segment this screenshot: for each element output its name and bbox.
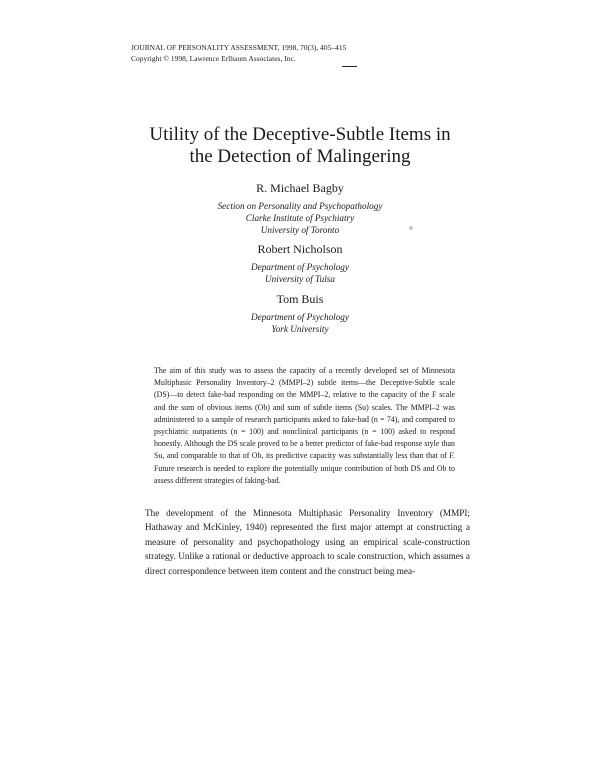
author-1-affiliation-2: Clarke Institute of Psychiatry (245, 213, 355, 223)
author-1-affiliation-1: Section on Personality and Psychopathology (217, 201, 383, 211)
scan-speck (409, 226, 413, 230)
author-1-name: R. Michael Bagby (256, 181, 344, 195)
abstract-text: The aim of this study was to assess the capacity of a recently developed set of Minnesota Multiphasic Personality Inventory–2 (MMPI–2) subtle items—the Deceptive-Subtle scale (DS)—to detect fake-bad responding on the MMPI–2, relative to the capacity of the F scale and the sum of obvious items (Ob) and sum of subtle items (Su) scales. The MMPI–2 was administered to a sample of research participants asked to fake-bad (n = 74), and compared to psychiatric outpatients (n = 100) and nonclinical participants (n = 100) asked to respond honestly. Although the DS scale proved to be a better predictor of fake-bad response style than Su, and comparable to that of Ob, its predictive capacity was substantially less than that of F. Future research is needed to explore the potentially unique contribution of both DS and Ob to assess different strategies of faking-bad. (154, 366, 455, 485)
author-3-affiliation-2: York University (271, 324, 329, 334)
author-2-name: Robert Nicholson (257, 242, 343, 256)
header-rule (342, 66, 357, 67)
body-paragraph-1: The development of the Minnesota Multiphasic Personality Inventory (MMPI; Hathaway and McKinley, 1940) represented the first major attempt at constructing a measure of personality and psychopathology using an empirical scale-construction strategy. Unlike a rational or deductive approach to scale construction, which assumes a direct correspondence between item content and the construct being mea- (145, 508, 470, 576)
author-3-name: Tom Buis (276, 292, 324, 306)
journal-citation: JOURNAL OF PERSONALITY ASSESSMENT, 1998, 70(3), 405–415 (131, 43, 347, 52)
author-2-affiliation-2: University of Tulsa (265, 274, 335, 284)
author-1-block (0, 181, 600, 236)
author-1-affiliation-3: University of Toronto (260, 225, 340, 235)
author-2-block (0, 242, 600, 285)
abstract (154, 365, 455, 487)
running-header (131, 42, 491, 64)
title-line-1: Utility of the Deceptive-Subtle Items in (149, 124, 451, 145)
author-2-affiliation-1: Department of Psychology (251, 262, 349, 272)
author-3-affiliation-1: Department of Psychology (251, 312, 349, 322)
article-title (0, 124, 600, 167)
body-text (131, 506, 470, 578)
copyright-notice: Copyright © 1998, Lawrence Erlbaum Associates, Inc. (131, 54, 296, 63)
title-line-2: the Detection of Malingering (189, 145, 411, 167)
author-3-block (0, 292, 600, 335)
